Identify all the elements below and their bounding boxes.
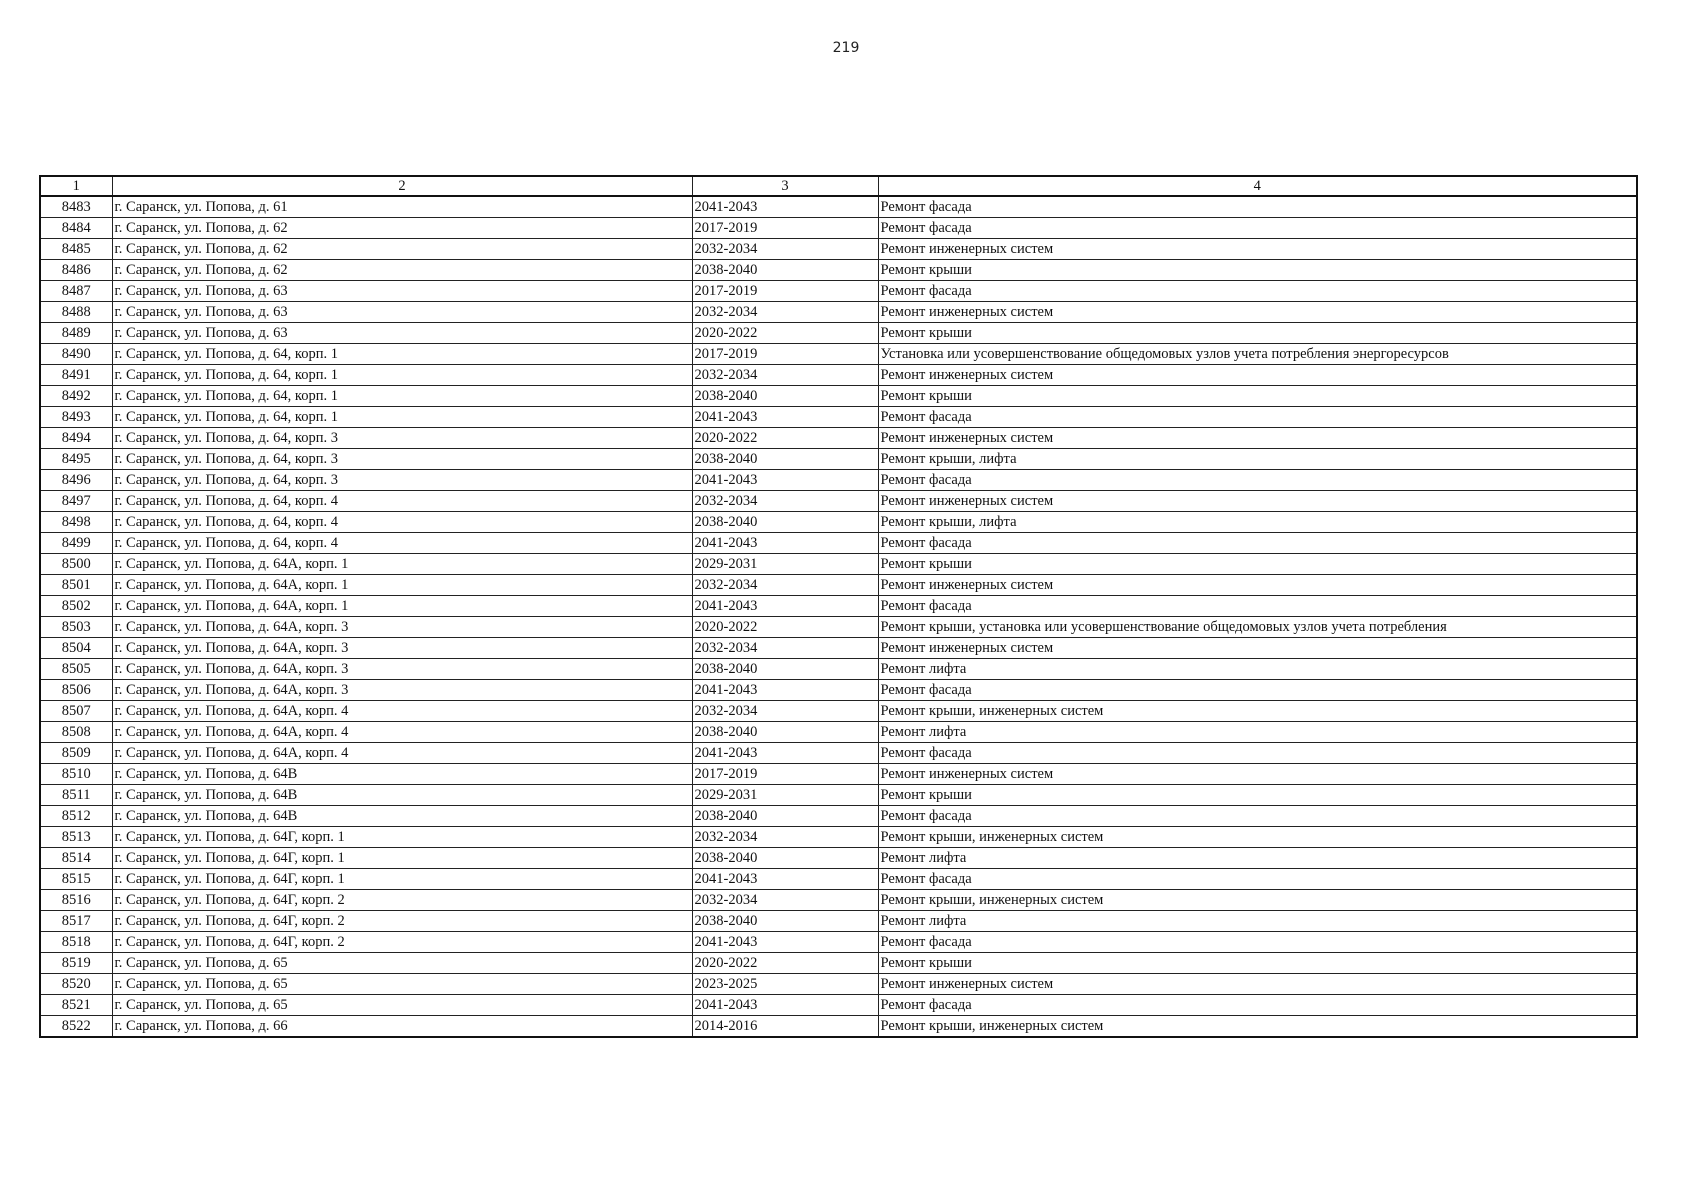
table-row [40,1016,1637,1038]
row-number: 8504 [40,638,112,659]
table-row [40,386,1637,407]
address-cell: г. Саранск, ул. Попова, д. 64, корп. 4 [112,512,692,533]
work-type-cell: Ремонт фасада [878,407,1637,428]
table-row [40,785,1637,806]
period-cell: 2032-2034 [692,575,878,596]
row-number: 8502 [40,596,112,617]
work-type-cell: Ремонт фасада [878,596,1637,617]
address-cell: г. Саранск, ул. Попова, д. 64Г, корп. 1 [112,869,692,890]
row-number: 8489 [40,323,112,344]
address-cell: г. Саранск, ул. Попова, д. 64А, корп. 4 [112,722,692,743]
work-type-cell: Ремонт инженерных систем [878,491,1637,512]
work-type-cell: Ремонт крыши [878,953,1637,974]
table-row [40,701,1637,722]
table-row [40,890,1637,911]
table-row [40,638,1637,659]
table-row [40,428,1637,449]
table-row [40,617,1637,638]
period-cell: 2014-2016 [692,1016,878,1038]
row-number: 8506 [40,680,112,701]
period-cell: 2029-2031 [692,554,878,575]
table-row [40,869,1637,890]
row-number: 8486 [40,260,112,281]
period-cell: 2032-2034 [692,701,878,722]
address-cell: г. Саранск, ул. Попова, д. 64А, корп. 1 [112,596,692,617]
address-cell: г. Саранск, ул. Попова, д. 65 [112,995,692,1016]
period-cell: 2041-2043 [692,680,878,701]
row-number: 8509 [40,743,112,764]
address-cell: г. Саранск, ул. Попова, д. 64А, корп. 1 [112,575,692,596]
header-col-1: 1 [40,176,112,196]
table-row [40,974,1637,995]
period-cell: 2038-2040 [692,659,878,680]
work-type-cell: Ремонт фасада [878,932,1637,953]
address-cell: г. Саранск, ул. Попова, д. 64, корп. 1 [112,344,692,365]
period-cell: 2041-2043 [692,533,878,554]
repair-schedule-table [39,175,1638,1038]
period-cell: 2017-2019 [692,218,878,239]
work-type-cell: Ремонт лифта [878,848,1637,869]
table-row [40,575,1637,596]
row-number: 8522 [40,1016,112,1038]
row-number: 8514 [40,848,112,869]
period-cell: 2038-2040 [692,449,878,470]
table-row [40,470,1637,491]
period-cell: 2020-2022 [692,428,878,449]
row-number: 8492 [40,386,112,407]
table-row [40,743,1637,764]
work-type-cell: Ремонт крыши, инженерных систем [878,890,1637,911]
table-row [40,365,1637,386]
table-row [40,680,1637,701]
table-body [40,196,1637,1037]
row-number: 8501 [40,575,112,596]
period-cell: 2017-2019 [692,764,878,785]
table-row [40,554,1637,575]
table-row [40,764,1637,785]
row-number: 8510 [40,764,112,785]
address-cell: г. Саранск, ул. Попова, д. 64Г, корп. 2 [112,932,692,953]
table-row [40,848,1637,869]
table-row [40,512,1637,533]
row-number: 8511 [40,785,112,806]
period-cell: 2038-2040 [692,386,878,407]
address-cell: г. Саранск, ул. Попова, д. 63 [112,302,692,323]
row-number: 8500 [40,554,112,575]
work-type-cell: Ремонт крыши, лифта [878,449,1637,470]
work-type-cell: Ремонт инженерных систем [878,575,1637,596]
table-header [40,176,1637,196]
row-number: 8518 [40,932,112,953]
work-type-cell: Ремонт фасада [878,680,1637,701]
work-type-cell: Ремонт лифта [878,722,1637,743]
address-cell: г. Саранск, ул. Попова, д. 63 [112,323,692,344]
address-cell: г. Саранск, ул. Попова, д. 65 [112,953,692,974]
period-cell: 2038-2040 [692,512,878,533]
address-cell: г. Саранск, ул. Попова, д. 64Г, корп. 2 [112,911,692,932]
table-row [40,995,1637,1016]
period-cell: 2029-2031 [692,785,878,806]
work-type-cell: Ремонт фасада [878,533,1637,554]
work-type-cell: Ремонт крыши [878,323,1637,344]
table-row [40,260,1637,281]
work-type-cell: Ремонт лифта [878,911,1637,932]
work-type-cell: Ремонт фасада [878,281,1637,302]
address-cell: г. Саранск, ул. Попова, д. 65 [112,974,692,995]
work-type-cell: Ремонт инженерных систем [878,974,1637,995]
address-cell: г. Саранск, ул. Попова, д. 64, корп. 1 [112,365,692,386]
row-number: 8495 [40,449,112,470]
work-type-cell: Ремонт фасада [878,806,1637,827]
period-cell: 2038-2040 [692,260,878,281]
row-number: 8496 [40,470,112,491]
address-cell: г. Саранск, ул. Попова, д. 64А, корп. 3 [112,659,692,680]
row-number: 8497 [40,491,112,512]
address-cell: г. Саранск, ул. Попова, д. 64, корп. 1 [112,386,692,407]
period-cell: 2032-2034 [692,827,878,848]
table-row [40,953,1637,974]
table-row [40,196,1637,218]
work-type-cell: Ремонт фасада [878,743,1637,764]
address-cell: г. Саранск, ул. Попова, д. 64Г, корп. 2 [112,890,692,911]
period-cell: 2041-2043 [692,407,878,428]
row-number: 8493 [40,407,112,428]
table-row [40,218,1637,239]
work-type-cell: Ремонт фасада [878,869,1637,890]
period-cell: 2038-2040 [692,722,878,743]
address-cell: г. Саранск, ул. Попова, д. 64А, корп. 1 [112,554,692,575]
row-number: 8521 [40,995,112,1016]
row-number: 8484 [40,218,112,239]
period-cell: 2038-2040 [692,848,878,869]
row-number: 8508 [40,722,112,743]
address-cell: г. Саранск, ул. Попова, д. 64А, корп. 3 [112,680,692,701]
row-number: 8516 [40,890,112,911]
table-row [40,281,1637,302]
period-cell: 2041-2043 [692,196,878,218]
period-cell: 2020-2022 [692,617,878,638]
row-number: 8499 [40,533,112,554]
period-cell: 2041-2043 [692,932,878,953]
work-type-cell: Ремонт инженерных систем [878,239,1637,260]
header-row [40,176,1637,196]
table-row [40,806,1637,827]
address-cell: г. Саранск, ул. Попова, д. 64, корп. 4 [112,533,692,554]
address-cell: г. Саранск, ул. Попова, д. 64А, корп. 4 [112,743,692,764]
address-cell: г. Саранск, ул. Попова, д. 64В [112,764,692,785]
row-number: 8507 [40,701,112,722]
row-number: 8520 [40,974,112,995]
address-cell: г. Саранск, ул. Попова, д. 62 [112,260,692,281]
address-cell: г. Саранск, ул. Попова, д. 64, корп. 3 [112,470,692,491]
period-cell: 2038-2040 [692,911,878,932]
address-cell: г. Саранск, ул. Попова, д. 64А, корп. 4 [112,701,692,722]
table-row [40,659,1637,680]
table-row [40,827,1637,848]
work-type-cell: Ремонт крыши, лифта [878,512,1637,533]
work-type-cell: Ремонт лифта [878,659,1637,680]
address-cell: г. Саранск, ул. Попова, д. 62 [112,239,692,260]
work-type-cell: Ремонт инженерных систем [878,428,1637,449]
period-cell: 2017-2019 [692,281,878,302]
address-cell: г. Саранск, ул. Попова, д. 61 [112,196,692,218]
row-number: 8483 [40,196,112,218]
table-row [40,323,1637,344]
address-cell: г. Саранск, ул. Попова, д. 64Г, корп. 1 [112,848,692,869]
row-number: 8517 [40,911,112,932]
period-cell: 2041-2043 [692,470,878,491]
work-type-cell: Ремонт инженерных систем [878,638,1637,659]
table-row [40,449,1637,470]
row-number: 8490 [40,344,112,365]
period-cell: 2032-2034 [692,491,878,512]
address-cell: г. Саранск, ул. Попова, д. 64В [112,785,692,806]
period-cell: 2032-2034 [692,365,878,386]
row-number: 8515 [40,869,112,890]
header-col-2: 2 [112,176,692,196]
address-cell: г. Саранск, ул. Попова, д. 66 [112,1016,692,1038]
address-cell: г. Саранск, ул. Попова, д. 64, корп. 1 [112,407,692,428]
work-type-cell: Ремонт крыши [878,785,1637,806]
address-cell: г. Саранск, ул. Попова, д. 64, корп. 4 [112,491,692,512]
work-type-cell: Ремонт крыши [878,386,1637,407]
address-cell: г. Саранск, ул. Попова, д. 64В [112,806,692,827]
table-row [40,932,1637,953]
table-row [40,344,1637,365]
period-cell: 2041-2043 [692,596,878,617]
table-row [40,407,1637,428]
row-number: 8491 [40,365,112,386]
address-cell: г. Саранск, ул. Попова, д. 63 [112,281,692,302]
work-type-cell: Ремонт крыши, инженерных систем [878,701,1637,722]
work-type-cell: Ремонт крыши, установка или усовершенствование общедомовых узлов учета потребления [878,617,1637,638]
period-cell: 2032-2034 [692,302,878,323]
work-type-cell: Ремонт фасада [878,218,1637,239]
address-cell: г. Саранск, ул. Попова, д. 64Г, корп. 1 [112,827,692,848]
period-cell: 2041-2043 [692,995,878,1016]
table-row [40,722,1637,743]
work-type-cell: Ремонт фасада [878,470,1637,491]
row-number: 8487 [40,281,112,302]
row-number: 8505 [40,659,112,680]
table-row [40,911,1637,932]
header-col-3: 3 [692,176,878,196]
work-type-cell: Ремонт крыши, инженерных систем [878,827,1637,848]
period-cell: 2041-2043 [692,743,878,764]
row-number: 8503 [40,617,112,638]
period-cell: 2032-2034 [692,239,878,260]
table-row [40,239,1637,260]
work-type-cell: Ремонт инженерных систем [878,764,1637,785]
row-number: 8498 [40,512,112,533]
period-cell: 2032-2034 [692,638,878,659]
row-number: 8494 [40,428,112,449]
table-row [40,533,1637,554]
table-row [40,302,1637,323]
period-cell: 2041-2043 [692,869,878,890]
period-cell: 2020-2022 [692,953,878,974]
work-type-cell: Ремонт инженерных систем [878,365,1637,386]
work-type-cell: Установка или усовершенствование общедомовых узлов учета потребления энергоресурсов [878,344,1637,365]
period-cell: 2038-2040 [692,806,878,827]
row-number: 8512 [40,806,112,827]
table-row [40,596,1637,617]
address-cell: г. Саранск, ул. Попова, д. 64, корп. 3 [112,428,692,449]
address-cell: г. Саранск, ул. Попова, д. 64А, корп. 3 [112,617,692,638]
work-type-cell: Ремонт крыши, инженерных систем [878,1016,1637,1038]
work-type-cell: Ремонт фасада [878,995,1637,1016]
page-number: 219 [832,40,860,56]
work-type-cell: Ремонт инженерных систем [878,302,1637,323]
period-cell: 2020-2022 [692,323,878,344]
period-cell: 2017-2019 [692,344,878,365]
work-type-cell: Ремонт крыши [878,260,1637,281]
period-cell: 2032-2034 [692,890,878,911]
row-number: 8519 [40,953,112,974]
address-cell: г. Саранск, ул. Попова, д. 64А, корп. 3 [112,638,692,659]
row-number: 8485 [40,239,112,260]
address-cell: г. Саранск, ул. Попова, д. 64, корп. 3 [112,449,692,470]
work-type-cell: Ремонт фасада [878,196,1637,218]
work-type-cell: Ремонт крыши [878,554,1637,575]
row-number: 8488 [40,302,112,323]
header-col-4: 4 [878,176,1637,196]
address-cell: г. Саранск, ул. Попова, д. 62 [112,218,692,239]
table-row [40,491,1637,512]
period-cell: 2023-2025 [692,974,878,995]
row-number: 8513 [40,827,112,848]
